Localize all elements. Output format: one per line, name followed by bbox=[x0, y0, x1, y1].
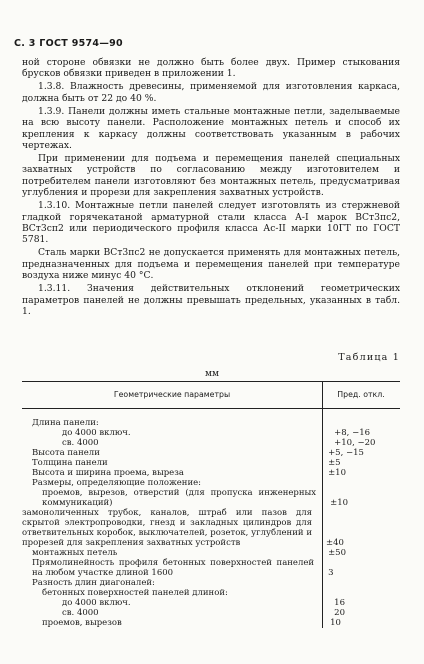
parameter-cell: Размеры, определяющие положение: bbox=[32, 478, 202, 488]
deviation-cell: ±5 bbox=[328, 458, 341, 468]
table-row bbox=[22, 618, 400, 628]
table-row bbox=[22, 478, 400, 488]
page-header: С. 3 ГОСТ 9574—90 bbox=[14, 38, 123, 49]
table-row bbox=[22, 558, 400, 578]
parameter-cell: Длина панели: bbox=[32, 418, 99, 428]
table-row bbox=[22, 438, 400, 448]
table-unit: мм bbox=[204, 369, 219, 379]
table-row bbox=[22, 458, 400, 468]
deviation-cell: 16 bbox=[334, 598, 345, 608]
parameter-cell: монтажных петель bbox=[32, 548, 118, 558]
deviation-cell: 3 bbox=[328, 568, 334, 578]
table-header bbox=[22, 381, 400, 409]
column-divider bbox=[322, 409, 323, 628]
deviation-cell bbox=[318, 578, 400, 588]
table-row bbox=[22, 548, 400, 558]
deviation-cell: 20 bbox=[334, 608, 345, 618]
paragraph-1-3-8: 1.3.8. Влажность древесины, применяемой для изготовления каркаса, должна быть от 22 до 40 %. bbox=[22, 81, 400, 104]
table-row bbox=[22, 588, 400, 598]
deviation-cell: +8, −16 bbox=[334, 428, 371, 438]
deviation-cell: ±10 bbox=[328, 468, 347, 478]
table-row bbox=[22, 418, 400, 428]
table-row bbox=[22, 488, 400, 508]
deviation-cell bbox=[318, 478, 400, 488]
table-row bbox=[22, 598, 400, 608]
parameter-cell: св. 4000 bbox=[62, 608, 99, 618]
paragraph-continuation: ной стороне обвязки не должно быть более двух. Пример стыкования брусков обвязки приведен в приложении 1. bbox=[22, 57, 400, 80]
parameter-cell: Толщина панели bbox=[32, 458, 108, 468]
deviation-cell: +5, −15 bbox=[328, 448, 364, 458]
parameter-cell: Прямолинейность профиля бетонных поверхностей панелей на любом участке длиной 1600 bbox=[32, 558, 315, 578]
table-row bbox=[22, 468, 400, 478]
parameter-cell: Высота и ширина проема, выреза bbox=[32, 468, 184, 478]
parameter-cell: проемов, вырезов bbox=[42, 618, 122, 628]
deviation-cell bbox=[318, 418, 400, 428]
parameter-cell: до 4000 включ. bbox=[62, 598, 131, 608]
parameter-cell: св. 4000 bbox=[62, 438, 99, 448]
paragraph-1-3-10: 1.3.10. Монтажные петли панелей следует изготовлять из стержневой гладкой горячекатаной арматурной стали класса А-I марок ВСт3пс2, ВСт3сп2 или периодического профиля класса Ас-II марки 10ГТ по ГОСТ 5781. bbox=[22, 200, 400, 246]
paragraph-1-3-11: 1.3.11. Значения действительных отклонений геометрических параметров панелей не должны превышать предельных, указанных в табл. 1. bbox=[22, 283, 400, 318]
paragraph-lifting-devices: При применении для подъема и перемещения панелей специальных захватных устройств по согласованию между изготовителем и потребителем панели изготовляют без монтажных петель, предусматривая углубления и прорези для закрепления захватных устройств. bbox=[22, 153, 400, 199]
table-body bbox=[22, 409, 400, 628]
deviation-cell: ±10 bbox=[330, 498, 349, 508]
paragraph-1-3-9: 1.3.9. Панели должны иметь стальные монтажные петли, заделываемые на всю высоту панели. Расположение монтажных петель и способ их крепления к каркасу должны соответствовать указанным в рабочих чертежах. bbox=[22, 105, 400, 152]
deviation-cell: ±40 bbox=[326, 538, 344, 548]
deviation-cell: +10, −20 bbox=[334, 438, 376, 448]
table-row bbox=[22, 508, 400, 548]
column-header-parameters: Геометрические параметры bbox=[113, 390, 231, 399]
table-row bbox=[22, 448, 400, 458]
body-text bbox=[22, 57, 400, 319]
column-header-deviation: Пред. откл. bbox=[337, 390, 385, 399]
deviation-cell: 10 bbox=[330, 618, 341, 628]
table-row bbox=[22, 608, 400, 618]
table-row bbox=[22, 428, 400, 438]
table-caption: Таблица 1 bbox=[338, 352, 400, 363]
paragraph-steel-restriction: Сталь марки ВСт3пс2 не допускается применять для монтажных петель, предназначенных для подъема и перемещения панелей при температуре воздуха ниже минус 40 °С. bbox=[22, 247, 400, 282]
parameter-cell: Разность длин диагоналей: bbox=[32, 578, 155, 588]
parameter-cell: замоноличенных трубок, каналов, штраб или пазов для скрытой электропроводки, гнезд и закладных цилиндров для ответвительных коробок, выключателей, розеток, углублений и прорезей для закрепления захватных устройств bbox=[22, 508, 313, 548]
parameter-cell: до 4000 включ. bbox=[62, 428, 131, 438]
parameter-cell: проемов, вырезов, отверстий (для пропуска инженерных коммуникаций) bbox=[42, 488, 317, 508]
table-row bbox=[22, 578, 400, 588]
parameter-cell: бетонных поверхностей панелей длиной: bbox=[42, 588, 228, 598]
deviation-cell bbox=[320, 588, 400, 598]
parameter-cell: Высота панели bbox=[32, 448, 100, 458]
deviation-table bbox=[22, 381, 400, 628]
deviation-cell: ±50 bbox=[328, 548, 347, 558]
